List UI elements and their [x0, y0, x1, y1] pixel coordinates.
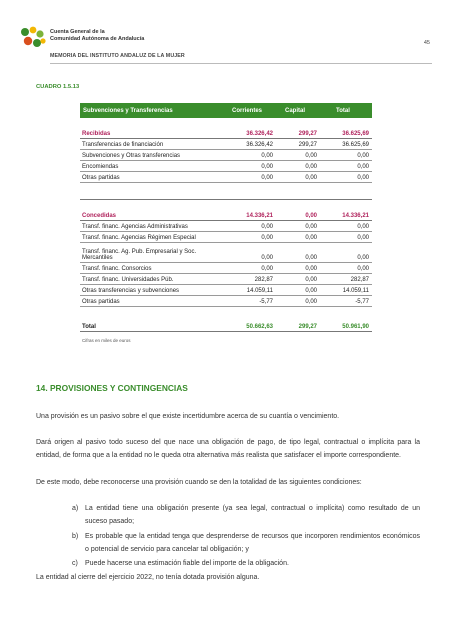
row-label	[80, 249, 221, 261]
row-label: Transf. financ. Agencias Administrativas	[82, 224, 188, 230]
row-total: 0,00	[357, 164, 369, 170]
table-row	[80, 243, 372, 263]
row-corrientes: 0,00	[261, 255, 273, 261]
list-item	[72, 557, 420, 570]
header-corrientes: Corrientes	[231, 107, 262, 114]
spacer	[80, 118, 372, 128]
header-total: Total	[336, 107, 350, 114]
table-row	[80, 139, 372, 150]
total-label: Total	[82, 324, 96, 330]
table-header	[80, 103, 372, 118]
row-total: -5,77	[355, 299, 369, 305]
row-total: 14.059,11	[342, 288, 369, 294]
row-total: 0,00	[357, 255, 369, 261]
table-row	[80, 221, 372, 232]
list-marker: c)	[72, 560, 78, 567]
junta-andalucia-logo	[20, 26, 46, 50]
recibidas-label: Recibidas	[82, 131, 111, 137]
row-label: Encomiendas	[82, 164, 119, 170]
page-header	[20, 22, 432, 64]
section-separator	[80, 183, 372, 200]
list-marker: a)	[72, 505, 79, 512]
row-capital: 299,27	[298, 142, 317, 148]
row-corrientes: 14.059,11	[246, 288, 273, 294]
row-capital: 0,00	[305, 277, 317, 283]
table-row	[80, 232, 372, 243]
total-corrientes: 50.662,63	[246, 324, 273, 330]
header-divider	[50, 63, 432, 64]
table-row	[80, 274, 372, 285]
concedidas-capital: 0,00	[305, 213, 317, 219]
recibidas-capital: 299,27	[298, 131, 317, 137]
spacer	[80, 307, 372, 321]
row-total: 36.625,69	[342, 142, 369, 148]
row-label: Otras transferencias y subvenciones	[82, 288, 180, 294]
list-item-text: La entidad tiene una obligación presente (ya sea legal, contractual o implícita) como resultado de un suceso pasado;	[85, 505, 420, 525]
row-corrientes: 0,00	[261, 153, 273, 159]
row-corrientes: -5,77	[259, 299, 273, 305]
list-marker: b)	[72, 533, 79, 540]
spacer	[80, 200, 372, 210]
row-corrientes: 36.326,42	[246, 142, 273, 148]
row-label: Otras partidas	[82, 175, 120, 181]
row-total: 0,00	[357, 235, 369, 241]
row-label-line2: Mercantiles	[82, 255, 113, 261]
row-capital: 0,00	[305, 266, 317, 272]
row-capital: 0,00	[305, 175, 317, 181]
row-label: Transferencias de financiación	[82, 142, 164, 148]
row-label: Transf. financ. Agencias Régimen Especial	[82, 235, 196, 241]
total-row	[80, 321, 372, 332]
org-name-line2: Comunidad Autónoma de Andalucía	[50, 36, 145, 42]
row-label: Subvenciones y Otras transferencias	[82, 153, 181, 159]
row-total: 0,00	[357, 153, 369, 159]
row-corrientes: 0,00	[261, 235, 273, 241]
row-capital: 0,00	[305, 224, 317, 230]
header-capital: Capital	[284, 107, 305, 114]
concedidas-corrientes: 14.336,21	[246, 213, 273, 219]
list-item	[72, 502, 420, 528]
concedidas-total: 14.336,21	[342, 213, 369, 219]
org-name-line1: Cuenta General de la	[50, 29, 105, 35]
row-total: 0,00	[357, 175, 369, 181]
list-item	[72, 530, 420, 556]
row-corrientes: 0,00	[261, 164, 273, 170]
table-row	[80, 172, 372, 183]
paragraph-2: Dará origen al pasivo todo suceso del que nace una obligación de pago, de tipo legal, contractual o implícita para la entidad, de forma que a la entidad no le queda otra alternativa más realista que satisfacer el importe correspondiente.	[36, 439, 420, 459]
table-caption: CUADRO 1.5.13	[36, 84, 80, 90]
concedidas-label: Concedidas	[82, 213, 117, 219]
page-number: 45	[423, 40, 430, 46]
concedidas-row	[80, 210, 372, 221]
paragraph-3: De este modo, debe reconocerse una provisión cuando se den la totalidad de las siguientes condiciones:	[36, 479, 362, 486]
table-footnote: Cifras en miles de euros	[82, 338, 131, 343]
table-row	[80, 150, 372, 161]
row-label: Transf. financ. Consorcios	[82, 266, 152, 272]
table-row	[80, 263, 372, 274]
table-row	[80, 161, 372, 172]
total-capital: 299,27	[298, 324, 317, 330]
row-capital: 0,00	[305, 299, 317, 305]
row-label: Otras partidas	[82, 299, 120, 305]
recibidas-row	[80, 128, 372, 139]
row-capital: 0,00	[305, 255, 317, 261]
row-corrientes: 0,00	[261, 266, 273, 272]
table-row	[80, 285, 372, 296]
row-corrientes: 0,00	[261, 175, 273, 181]
row-label: Transf. financ. Universidades Púb.	[82, 277, 174, 283]
row-capital: 0,00	[305, 235, 317, 241]
row-capital: 0,00	[305, 164, 317, 170]
paragraph-4: La entidad al cierre del ejercicio 2022, no tenía dotada provisión alguna.	[36, 574, 260, 581]
subvenciones-table	[80, 103, 372, 343]
total-total: 50.961,90	[342, 324, 369, 330]
list-item-text: Puede hacerse una estimación fiable del importe de la obligación.	[85, 560, 289, 567]
row-label-line1: Transf. financ. Ag. Pub. Empresarial y Soc.	[82, 249, 197, 255]
row-total: 0,00	[357, 224, 369, 230]
list-item-text: Es probable que la entidad tenga que desprenderse de recursos que incorporen rendimientos económicos o potencial de servicio para cancelar tal obligación; y	[85, 533, 420, 553]
row-corrientes: 0,00	[261, 224, 273, 230]
row-total: 0,00	[357, 266, 369, 272]
table-row	[80, 296, 372, 307]
section-heading: 14. PROVISIONES Y CONTINGENCIAS	[36, 383, 188, 393]
recibidas-corrientes: 36.326,42	[246, 131, 273, 137]
row-capital: 0,00	[305, 153, 317, 159]
row-capital: 0,00	[305, 288, 317, 294]
document-title: MEMORIA DEL INSTITUTO ANDALUZ DE LA MUJER	[50, 53, 185, 59]
row-total: 282,87	[350, 277, 369, 283]
header-concept: Subvenciones y Transferencias	[83, 107, 173, 114]
recibidas-total: 36.625,69	[342, 131, 369, 137]
paragraph-1: Una provisión es un pasivo sobre el que existe incertidumbre acerca de su cuantía o vencimiento.	[36, 413, 340, 420]
row-corrientes: 282,87	[254, 277, 273, 283]
